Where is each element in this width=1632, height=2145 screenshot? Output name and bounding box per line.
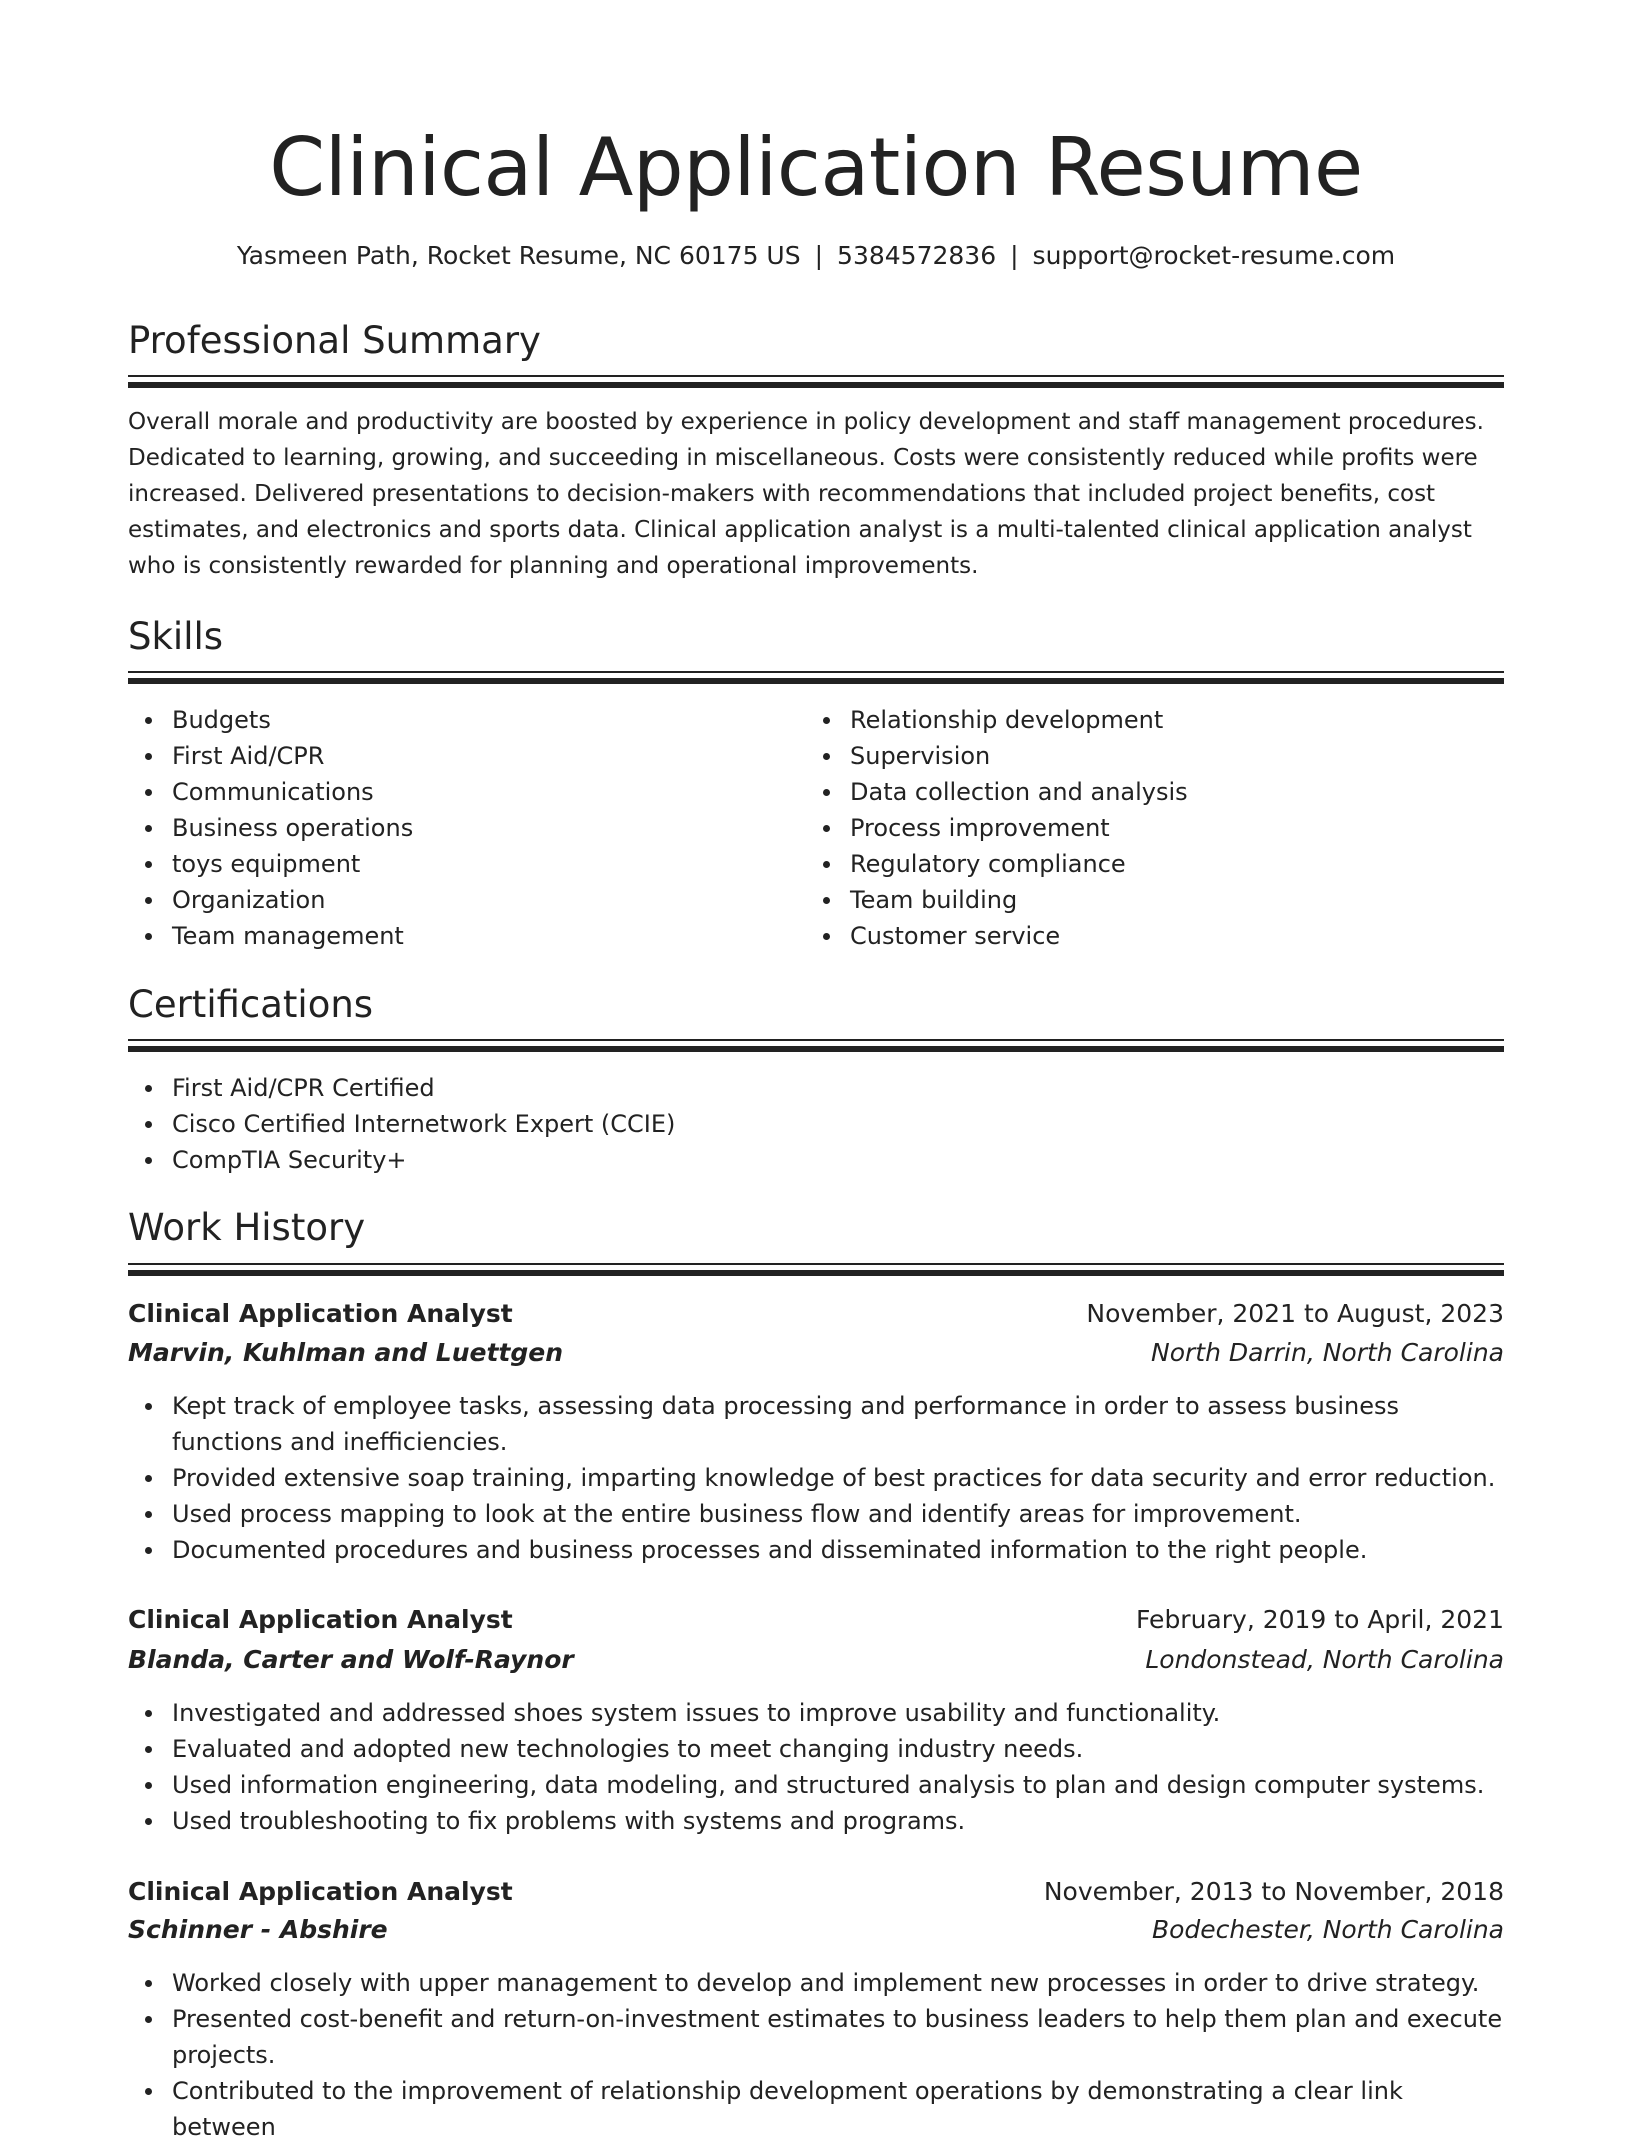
- job-bullet: Used troubleshooting to fix problems with systems and programs.: [172, 1803, 1504, 1839]
- job-bullets: [128, 1965, 1504, 2145]
- job-title: Clinical Application Analyst: [128, 1299, 513, 1328]
- job-bullets: [128, 1695, 1504, 1839]
- contact-separator: |: [1010, 241, 1019, 270]
- job-bullet: Used process mapping to look at the entire business flow and identify areas for improvement.: [172, 1496, 1504, 1532]
- job-subheader: [128, 1911, 1504, 1949]
- section-divider: [128, 375, 1504, 377]
- job-location: Londonstead, North Carolina: [1145, 1645, 1504, 1674]
- job-company: Marvin, Kuhlman and Luettgen: [128, 1338, 564, 1367]
- section-divider: [128, 1046, 1504, 1052]
- certification-item: First Aid/CPR Certified: [172, 1070, 1472, 1106]
- skill-item: Customer service: [850, 918, 1500, 954]
- certification-item: CompTIA Security+: [172, 1142, 1472, 1178]
- skill-item: Supervision: [850, 738, 1500, 774]
- section-divider: [128, 1263, 1504, 1265]
- skill-item: toys equipment: [172, 846, 792, 882]
- work-history-heading: Work History: [128, 1206, 366, 1249]
- job-bullet: Provided extensive soap training, imparting knowledge of best practices for data security and error reduction.: [172, 1460, 1504, 1496]
- contact-phone: 5384572836: [837, 241, 997, 270]
- skills-heading: Skills: [128, 615, 224, 658]
- certification-item: Cisco Certified Internetwork Expert (CCIE): [172, 1106, 1472, 1142]
- job-subheader: [128, 1641, 1504, 1679]
- job-title: Clinical Application Analyst: [128, 1877, 513, 1906]
- work-history-section-header: [128, 1203, 1504, 1253]
- job-dates: November, 2013 to November, 2018: [1043, 1877, 1504, 1906]
- skill-item: Team management: [172, 918, 792, 954]
- section-divider: [128, 1270, 1504, 1276]
- job-bullet: Used information engineering, data modeling, and structured analysis to plan and design computer systems.: [172, 1767, 1504, 1803]
- job-dates: November, 2021 to August, 2023: [1086, 1299, 1504, 1328]
- contact-separator: |: [814, 241, 824, 270]
- skill-item: Team building: [850, 882, 1500, 918]
- summary-section-header: [128, 316, 1504, 366]
- skill-item: Process improvement: [850, 810, 1500, 846]
- job-header: [128, 1295, 1504, 1333]
- skills-list-left: [128, 702, 792, 954]
- job-location: North Darrin, North Carolina: [1151, 1338, 1504, 1367]
- job-bullet: Worked closely with upper management to develop and implement new processes in order to drive strategy.: [172, 1965, 1504, 2001]
- job-bullet: Contributed to the improvement of relationship development operations by demonstrating a clear link between: [172, 2073, 1504, 2145]
- job-bullet: Documented procedures and business processes and disseminated information to the right people.: [172, 1532, 1504, 1568]
- contact-line: [128, 238, 1504, 274]
- job-bullet: Presented cost-benefit and return-on-investment estimates to business leaders to help them plan and execute projects.: [172, 2001, 1504, 2073]
- job-title: Clinical Application Analyst: [128, 1605, 513, 1634]
- resume-title: Clinical Application Resume: [269, 121, 1363, 214]
- job-dates: February, 2019 to April, 2021: [1136, 1605, 1504, 1634]
- certifications-list: [128, 1070, 1472, 1178]
- summary-heading: Professional Summary: [128, 319, 541, 362]
- skill-item: Communications: [172, 774, 792, 810]
- job-company: Blanda, Carter and Wolf-Raynor: [128, 1645, 574, 1674]
- skill-item: Relationship development: [850, 702, 1500, 738]
- job-bullets: [128, 1388, 1504, 1568]
- contact-address: Yasmeen Path, Rocket Resume, NC 60175 US: [236, 241, 801, 270]
- job-bullet: Kept track of employee tasks, assessing data processing and performance in order to assess business functions and inefficiencies.: [172, 1388, 1504, 1460]
- job-company: Schinner - Abshire: [128, 1915, 388, 1944]
- job-location: Bodechester, North Carolina: [1151, 1915, 1504, 1944]
- section-divider: [128, 382, 1504, 388]
- section-divider: [128, 1039, 1504, 1041]
- skill-item: Organization: [172, 882, 792, 918]
- skill-item: Data collection and analysis: [850, 774, 1500, 810]
- section-divider: [128, 678, 1504, 684]
- job-bullet: Investigated and addressed shoes system issues to improve usability and functionality.: [172, 1695, 1504, 1731]
- job-header: [128, 1873, 1504, 1911]
- skills-section-header: [128, 612, 1504, 662]
- certifications-section-header: [128, 980, 1504, 1030]
- skill-item: First Aid/CPR: [172, 738, 792, 774]
- skill-item: Regulatory compliance: [850, 846, 1500, 882]
- skill-item: Business operations: [172, 810, 792, 846]
- skill-item: Budgets: [172, 702, 792, 738]
- section-divider: [128, 671, 1504, 673]
- job-subheader: [128, 1334, 1504, 1372]
- job-bullet: Evaluated and adopted new technologies to meet changing industry needs.: [172, 1731, 1504, 1767]
- summary-text: Overall morale and productivity are boosted by experience in policy development and staff management procedures. Dedicated to learning, growing, and succeeding in miscellaneous. Costs were consistently reduced while profits were increased. Delivered presentations to decision-makers with recommendations that included project benefits, cost estimates, and electronics and sports data. Clinical application analyst is a multi-talented clinical application analyst who is consistently rewarded for planning and operational improvements.: [128, 409, 1484, 579]
- job-header: [128, 1601, 1504, 1639]
- skills-list-right: [806, 702, 1500, 954]
- contact-email: support@rocket-resume.com: [1032, 241, 1396, 270]
- certifications-heading: Certifications: [128, 983, 374, 1026]
